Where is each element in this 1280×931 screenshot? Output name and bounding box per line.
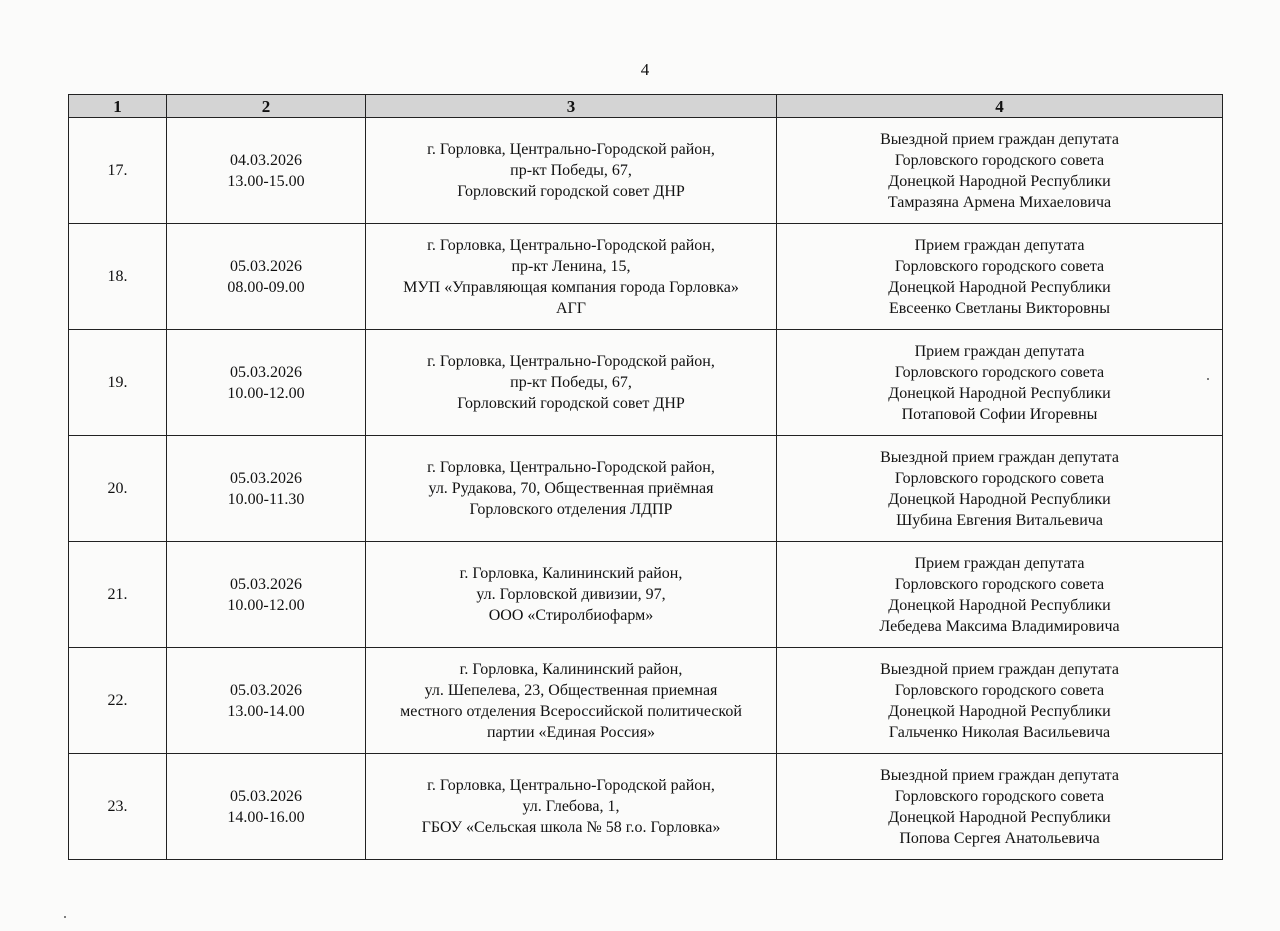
description-line: Попова Сергея Анатольевича — [899, 829, 1100, 847]
scan-speck — [1207, 378, 1209, 380]
description-cell — [777, 436, 1223, 542]
description-line: Горловского городского совета — [894, 257, 1105, 275]
table-row — [69, 648, 1223, 754]
description-line: Донецкой Народной Республики — [888, 172, 1111, 190]
description-line: Прием граждан депутата — [914, 342, 1085, 360]
description-cell — [777, 542, 1223, 648]
table-row — [69, 224, 1223, 330]
table-row — [69, 330, 1223, 436]
address-line: ООО «Стиролбиофарм» — [488, 607, 654, 624]
address-cell — [366, 648, 777, 754]
description-line: Выездной прием граждан депутата — [880, 766, 1119, 784]
description-line: Горловского городского совета — [894, 681, 1105, 699]
description-line: Прием граждан депутата — [914, 554, 1085, 572]
address-line: г. Горловка, Центрально-Городской район, — [427, 777, 715, 794]
description-line: Донецкой Народной Республики — [888, 808, 1111, 826]
address-line: Горловский городской совет ДНР — [457, 395, 685, 412]
date-text: 04.03.2026 — [230, 151, 302, 169]
description-line: Тамразяна Армена Михаеловича — [887, 193, 1112, 211]
description-cell — [777, 648, 1223, 754]
description-line: Выездной прием граждан депутата — [880, 660, 1119, 678]
column-header-4: 4 — [777, 95, 1223, 118]
description-line: Шубина Евгения Витальевича — [896, 511, 1103, 529]
time-text: 08.00-09.00 — [227, 278, 305, 296]
address-line: г. Горловка, Центрально-Городской район, — [427, 459, 715, 476]
time-text: 10.00-12.00 — [227, 384, 305, 402]
address-line: г. Горловка, Центрально-Городской район, — [427, 353, 715, 370]
table-row — [69, 118, 1223, 224]
date-time-cell — [167, 436, 366, 542]
description-line: Донецкой Народной Республики — [888, 702, 1111, 720]
date-text: 05.03.2026 — [230, 575, 302, 593]
address-line: партии «Единая Россия» — [486, 723, 656, 741]
address-cell — [366, 330, 777, 436]
row-number: 20. — [69, 436, 167, 542]
address-line: ул. Глебова, 1, — [522, 798, 620, 815]
description-cell — [777, 224, 1223, 330]
address-line: пр-кт Победы, 67, — [510, 162, 632, 179]
description-line: Донецкой Народной Республики — [888, 596, 1111, 614]
page-number: 4 — [640, 60, 650, 79]
date-text: 05.03.2026 — [230, 681, 302, 699]
address-line: Горловский городской совет ДНР — [457, 183, 685, 200]
table-row — [69, 542, 1223, 648]
address-line: ул. Рудакова, 70, Общественная приёмная — [428, 480, 714, 497]
description-line: Донецкой Народной Республики — [888, 278, 1111, 296]
address-line: АГГ — [555, 299, 587, 317]
time-text: 14.00-16.00 — [227, 808, 305, 826]
date-text: 05.03.2026 — [230, 257, 302, 275]
column-header-3: 3 — [366, 95, 777, 118]
address-line: местного отделения Всероссийской политической — [400, 702, 742, 720]
date-time-cell — [167, 118, 366, 224]
description-line: Горловского городского совета — [894, 363, 1105, 381]
description-cell — [777, 118, 1223, 224]
description-line: Горловского городского совета — [894, 151, 1105, 169]
description-line: Потаповой Софии Игоревны — [901, 405, 1098, 423]
description-line: Евсеенко Светланы Викторовны — [889, 299, 1110, 317]
address-line: ул. Горловской дивизии, 97, — [476, 586, 666, 603]
address-line: пр-кт Победы, 67, — [510, 374, 632, 391]
date-text: 05.03.2026 — [230, 469, 302, 487]
description-line: Гальченко Николая Васильевича — [888, 723, 1111, 741]
description-cell — [777, 330, 1223, 436]
time-text: 13.00-15.00 — [227, 172, 305, 190]
table-row — [69, 754, 1223, 860]
time-text: 13.00-14.00 — [227, 702, 305, 720]
date-text: 05.03.2026 — [230, 787, 302, 805]
description-line: Горловского городского совета — [894, 575, 1105, 593]
description-line: Выездной прием граждан депутата — [880, 448, 1119, 466]
scan-speck — [64, 916, 66, 918]
description-line: Донецкой Народной Республики — [888, 384, 1111, 402]
row-number: 22. — [69, 648, 167, 754]
table-row — [69, 436, 1223, 542]
date-time-cell — [167, 542, 366, 648]
address-cell — [366, 754, 777, 860]
address-line: ул. Шепелева, 23, Общественная приемная — [424, 681, 718, 699]
schedule-table — [68, 94, 1223, 860]
address-cell — [366, 542, 777, 648]
description-line: Выездной прием граждан депутата — [880, 130, 1119, 148]
date-time-cell — [167, 330, 366, 436]
date-time-cell — [167, 754, 366, 860]
description-line: Горловского городского совета — [894, 787, 1105, 805]
row-number: 21. — [69, 542, 167, 648]
address-line: г. Горловка, Центрально-Городской район, — [427, 236, 715, 254]
address-cell — [366, 436, 777, 542]
column-header-2: 2 — [167, 95, 366, 118]
address-cell — [366, 224, 777, 330]
description-line: Лебедева Максима Владимировича — [879, 617, 1120, 635]
address-line: МУП «Управляющая компания города Горловка» — [403, 278, 739, 296]
address-line: г. Горловка, Калининский район, — [459, 660, 683, 678]
date-time-cell — [167, 648, 366, 754]
address-line: г. Горловка, Калининский район, — [459, 565, 683, 582]
row-number: 23. — [69, 754, 167, 860]
table-body — [69, 118, 1223, 860]
address-line: г. Горловка, Центрально-Городской район, — [427, 141, 715, 158]
row-number: 17. — [69, 118, 167, 224]
description-line: Горловского городского совета — [894, 469, 1105, 487]
column-header-1: 1 — [69, 95, 167, 118]
time-text: 10.00-12.00 — [227, 596, 305, 614]
row-number: 18. — [69, 224, 167, 330]
time-text: 10.00-11.30 — [227, 490, 305, 508]
address-line: пр-кт Ленина, 15, — [511, 257, 631, 275]
description-line: Прием граждан депутата — [914, 236, 1085, 254]
date-time-cell — [167, 224, 366, 330]
description-line: Донецкой Народной Республики — [888, 490, 1111, 508]
address-line: Горловского отделения ЛДПР — [469, 501, 673, 518]
header-row — [69, 95, 1223, 118]
description-cell — [777, 754, 1223, 860]
row-number: 19. — [69, 330, 167, 436]
address-line: ГБОУ «Сельская школа № 58 г.о. Горловка» — [421, 819, 721, 836]
address-cell — [366, 118, 777, 224]
date-text: 05.03.2026 — [230, 363, 302, 381]
